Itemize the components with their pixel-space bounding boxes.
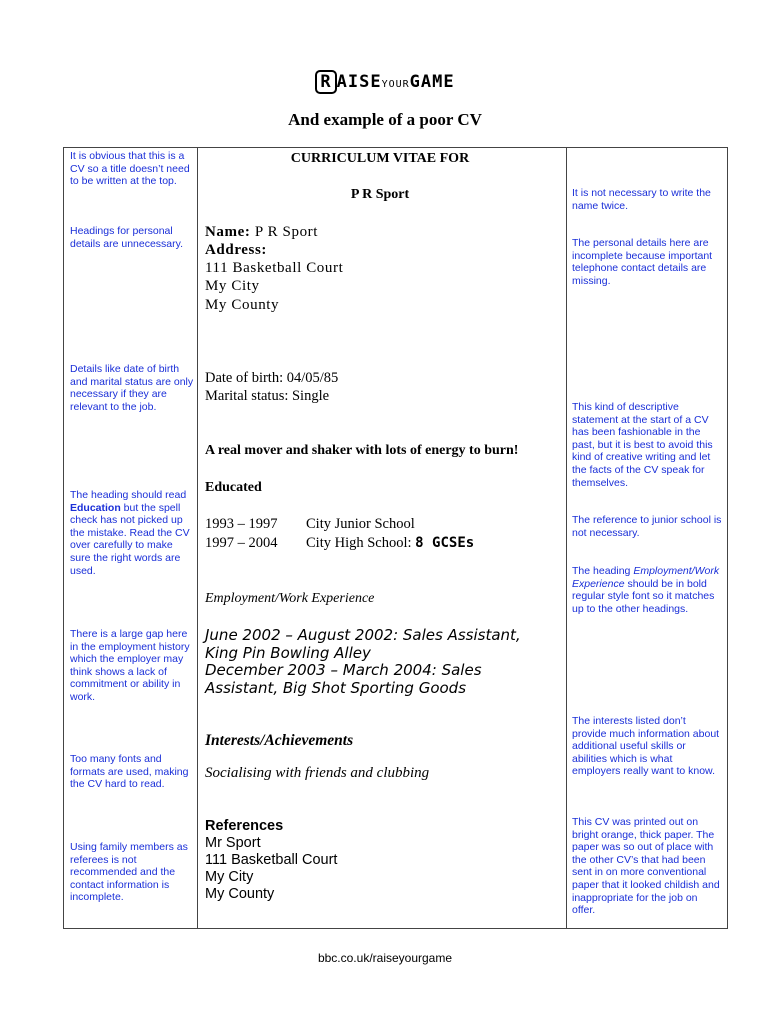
note-spellcheck-c: but the spell check has not picked up the mistake. Read the CV over carefully to make sure the right words are used. xyxy=(70,501,190,577)
note-incomplete: The personal details here are incomplete because important telephone contact details are missing. xyxy=(572,237,713,287)
name-value: P R Sport xyxy=(254,224,319,240)
date-of-birth: Date of birth: 04/05/85 xyxy=(205,370,339,386)
education-heading: Educated xyxy=(205,480,262,495)
note-dob: Details like date of birth and marital status are only necessary if they are relevant to the job. xyxy=(70,363,194,413)
note-interests: The interests listed don’t provide much information about additional useful skills or abilities which is what employers really want to know. xyxy=(572,715,720,778)
cv-name-heading: P R Sport xyxy=(350,187,410,202)
education-years-2: 1997 – 2004 xyxy=(205,535,278,551)
reference-line-1: Mr Sport xyxy=(205,835,261,851)
note-title: It is obvious that this is a CV so a title doesn’t need to be written at the top. xyxy=(70,150,190,188)
note-fonts: Too many fonts and formats are used, making the CV hard to read. xyxy=(70,753,189,791)
note-descriptive: This kind of descriptive statement at the start of a CV has been fashionable in the past, but it is best to avoid this kind of creative writing and let the facts of the CV speak for themselves. xyxy=(572,401,713,489)
education-school-2 xyxy=(306,535,474,552)
note-spellcheck xyxy=(70,489,195,577)
note-name-twice: It is not necessary to write the name twice. xyxy=(572,187,711,212)
reference-line-4: My County xyxy=(205,886,275,902)
note-employment-heading-c: should be in bold regular style font so it matches up to the other headings. xyxy=(572,577,715,615)
references-heading: References xyxy=(205,818,284,834)
interests-text: Socialising with friends and clubbing xyxy=(205,765,430,781)
document-title: And example of a poor CV xyxy=(288,110,482,129)
employment-heading: Employment/Work Experience xyxy=(205,591,375,606)
name-label: Name: xyxy=(205,224,251,240)
education-years-1: 1993 – 1997 xyxy=(205,516,278,532)
job-line-4: Assistant, Big Shot Sporting Goods xyxy=(205,679,467,697)
logo-r-mark: R xyxy=(315,70,336,94)
note-employment-heading-b: Employment/Work Experience xyxy=(572,565,720,590)
education-school-1: City Junior School xyxy=(306,516,415,532)
note-family: Using family members as referees is not recommended and the contact information is incomplete. xyxy=(70,841,188,904)
cv-heading: CURRICULUM VITAE FOR xyxy=(290,151,470,166)
personal-statement: A real mover and shaker with lots of energy to burn! xyxy=(205,443,519,458)
note-headings: Headings for personal details are unnecessary. xyxy=(70,225,184,250)
job-line-3: December 2003 – March 2004: Sales xyxy=(205,661,482,679)
interests-heading: Interests/Achievements xyxy=(205,732,354,749)
note-spellcheck-a: The heading should read xyxy=(70,489,187,501)
name-line xyxy=(205,224,318,241)
note-junior: The reference to junior school is not necessary. xyxy=(572,514,722,539)
note-spellcheck-b: Education xyxy=(70,501,121,514)
reference-line-3: My City xyxy=(205,869,254,885)
logo-aise: AISE xyxy=(336,72,382,92)
footer-url: bbc.co.uk/raiseyourgame xyxy=(317,951,453,965)
address-line-2: My City xyxy=(205,278,260,294)
logo-game: GAME xyxy=(409,72,455,92)
address-line-1: 111 Basketball Court xyxy=(205,260,344,276)
address-line-3: My County xyxy=(205,297,280,313)
job-line-2: King Pin Bowling Alley xyxy=(205,644,371,662)
marital-status: Marital status: Single xyxy=(205,388,330,404)
raise-your-game-logo xyxy=(0,70,770,94)
address-label: Address: xyxy=(205,242,268,258)
note-employment-heading xyxy=(572,565,722,615)
logo-your: YOUR xyxy=(381,79,410,90)
note-gap: There is a large gap here in the employment history which the employer may think shows a lack of commitment or ability in work. xyxy=(70,628,190,703)
column-divider-left xyxy=(197,147,198,929)
gcse-count: 8 GCSEs xyxy=(415,535,475,551)
job-line-1: June 2002 – August 2002: Sales Assistant, xyxy=(205,626,521,644)
note-printed: This CV was printed out on bright orange, thick paper. The paper was so out of place with the other CV’s that had been sent in on more conventional paper that it looked childish and inappropriate for the job on offer. xyxy=(572,816,720,917)
education-school-2-name: City High School: xyxy=(306,535,412,551)
reference-line-2: 111 Basketball Court xyxy=(205,852,338,868)
note-employment-heading-a: The heading xyxy=(572,565,634,577)
column-divider-right xyxy=(566,147,567,929)
